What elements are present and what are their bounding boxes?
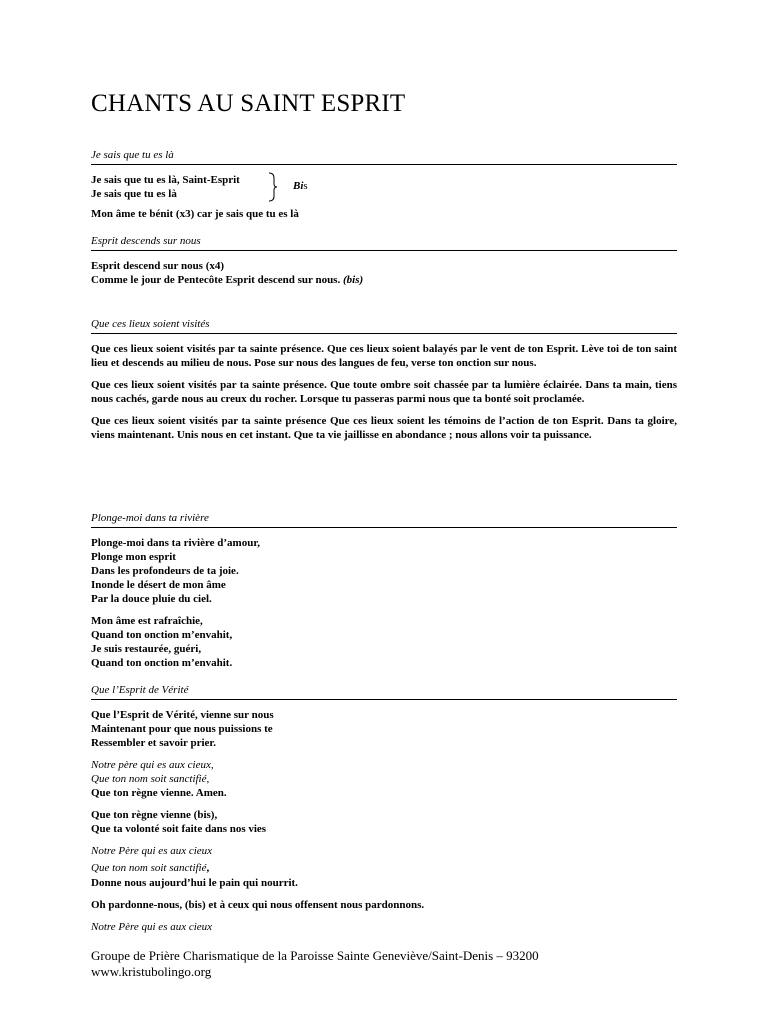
lyric-line: Ressembler et savoir prier.	[91, 737, 217, 749]
lyric-line: Que ton règne vienne (bis),	[91, 809, 218, 821]
lyric-line: Plonge mon esprit	[91, 551, 176, 563]
lyric-line: Esprit descend sur nous (x4)	[91, 260, 225, 272]
lyric-line: Donne nous aujourd’hui le pain qui nourrit.	[91, 877, 298, 889]
bis-label-bold: Bi	[293, 180, 304, 192]
lyric-line: Maintenant pour que nous puissions te	[91, 723, 273, 735]
lyric-line: Inonde le désert de mon âme	[91, 579, 226, 591]
song-title: Esprit descends sur nous	[91, 235, 677, 251]
lyric-line-italic: Notre Père qui es aux cieux	[91, 921, 213, 933]
lyric-line: Quand ton onction m’envahit.	[91, 657, 233, 669]
lyric-line: Que ton règne vienne. Amen.	[91, 787, 227, 799]
refrain-bis	[91, 173, 677, 201]
lyric-line-mixed	[91, 858, 677, 876]
song-title: Que ces lieux soient visités	[91, 318, 677, 334]
song-je-sais-que-tu-es-la	[91, 149, 677, 221]
lyric-paragraph: Que ces lieux soient visités par ta sainte présence. Que toute ombre soit chassée par ta lumière éclairée. Dans ta main, tiens nous cachés, garde nous au creux du rocher. Lorsque tu passeras parmi nous que ta bonté soit proclamée.	[91, 379, 677, 405]
lyric-line: Mon âme te bénit (x3) car je sais que tu es là	[91, 208, 299, 220]
lyric-text-italic: Que ton nom soit sanctifié	[91, 862, 207, 874]
lyric-line-italic: Notre père qui es aux cieux,	[91, 759, 214, 771]
lyric-line: Plonge-moi dans ta rivière d’amour,	[91, 537, 260, 549]
lyric-line: Dans les profondeurs de ta joie.	[91, 565, 239, 577]
song-que-ces-lieux	[91, 318, 677, 442]
lyric-line-italic: Que ton nom soit sanctifié,	[91, 773, 210, 785]
comma: ,	[206, 862, 210, 874]
lyric-line: Mon âme est rafraîchie,	[91, 615, 203, 627]
song-title: Plonge-moi dans ta rivière	[91, 512, 677, 528]
song-plonge-moi	[91, 512, 677, 670]
bis-label-s: s	[303, 180, 308, 192]
song-title: Que l’Esprit de Vérité	[91, 684, 677, 700]
lyric-line: Par la douce pluie du ciel.	[91, 593, 212, 605]
lyric-line: Que ta volonté soit faite dans nos vies	[91, 823, 267, 835]
footer-group-name: Groupe de Prière Charismatique de la Paroisse Sainte Geneviève/Saint-Denis – 93200	[91, 948, 539, 963]
curly-brace-icon	[268, 172, 277, 202]
song-esprit-descends	[91, 235, 677, 287]
lyric-paragraph: Que ces lieux soient visités par ta sainte présence Que ces lieux soient les témoins de l’action de ton Esprit. Dans ta gloire, viens maintenant. Unis nous en cet instant. Que ta vie jaillisse en abondance ; nous allons voir ta puissance.	[91, 415, 677, 441]
lyric-line: Oh pardonne-nous, (bis) et à ceux qui nous offensent nous pardonnons.	[91, 899, 425, 911]
footer	[91, 948, 539, 980]
lyric-line: Je sais que tu es là, Saint-Esprit	[91, 174, 240, 186]
footer-website-link[interactable]: www.kristubolingo.org	[91, 964, 212, 979]
song-que-l-esprit-de-verite	[91, 684, 677, 934]
lyric-text: Comme le jour de Pentecôte Esprit descend sur nous.	[91, 274, 341, 286]
page-title: CHANTS AU SAINT ESPRIT	[91, 90, 406, 117]
lyric-line-italic: Notre Père qui es aux cieux	[91, 845, 213, 857]
lyric-line	[91, 273, 677, 287]
lyric-line: Je sais que tu es là	[91, 188, 177, 200]
lyric-line: Que l’Esprit de Vérité, vienne sur nous	[91, 709, 274, 721]
bis-label	[293, 179, 308, 193]
song-title: Je sais que tu es là	[91, 149, 677, 165]
bis-marker: (bis)	[342, 274, 364, 286]
lyric-line: Je suis restaurée, guéri,	[91, 643, 202, 655]
lyric-line: Quand ton onction m’envahit,	[91, 629, 233, 641]
lyric-paragraph: Que ces lieux soient visités par ta sainte présence. Que ces lieux soient balayés par le vent de ton Esprit. Lève toi de ton saint lieu et descends au milieu de nous. Pose sur nous des langues de feu, verse ton onction sur nous.	[91, 343, 677, 369]
